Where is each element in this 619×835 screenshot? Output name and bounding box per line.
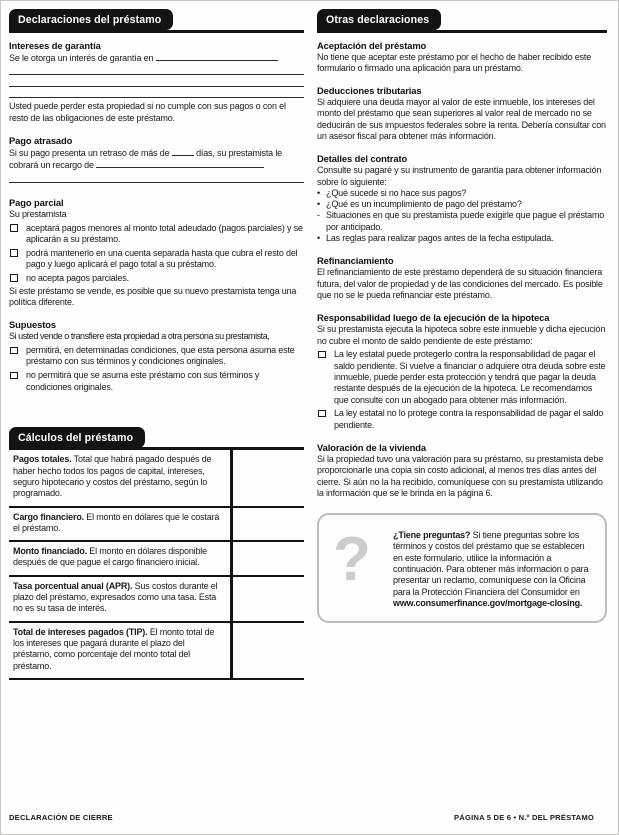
intereses-lead-line bbox=[9, 52, 304, 64]
intereses-lead-text: Se le otorga un interés de garantía en bbox=[9, 52, 154, 63]
section-tab-declaraciones: Declaraciones del préstamo bbox=[9, 9, 173, 30]
checkbox-label: aceptará pagos menores al monto total adeudado (pagos parciales) y se aplicarán a su préstamo. bbox=[26, 222, 303, 245]
checkbox-item bbox=[9, 370, 304, 393]
heading-pago-atrasado: Pago atrasado bbox=[9, 134, 73, 146]
blank-field[interactable] bbox=[96, 159, 264, 168]
row-label: Tasa porcentual anual (APR). bbox=[13, 580, 133, 591]
checkbox[interactable] bbox=[10, 249, 18, 257]
bullet-icon: - bbox=[317, 210, 320, 221]
pago-parcial-note: Si este préstamo se vende, es posible que su nuevo prestamista tenga una política diferente. bbox=[9, 285, 297, 308]
refinanciamiento-body: El refinanciamiento de este préstamo dependerá de su situación financiera futura, del valor de propiedad y de las condiciones del mercado. Es posible que no se le pueda refinanciar este préstamo. bbox=[317, 267, 603, 300]
row-desc: El monto en dólares que le costará el préstamo. bbox=[13, 511, 220, 533]
row-label: Cargo financiero. bbox=[13, 511, 84, 522]
blank-lines-group bbox=[9, 64, 304, 99]
row-label: Total de intereses pagados (TIP). bbox=[13, 626, 148, 637]
row-desc: El monto en dólares disponible después de que pague el cargo financiero inicial. bbox=[13, 546, 207, 568]
row-desc: Total que habrá pagado después de haber hecho todos los pagos de capital, intereses, seguro hipotecario y costos del préstamo, según lo programado. bbox=[13, 454, 212, 499]
bullet-icon: • bbox=[317, 233, 320, 244]
heading-supuestos: Supuestos bbox=[9, 319, 57, 331]
heading-pago-parcial: Pago parcial bbox=[9, 196, 64, 208]
question-mark-icon: ? bbox=[333, 525, 371, 595]
deducciones-body: Si adquiere una deuda mayor al valor de este inmueble, los intereses del monto del préstamo que sean superiores al valor real de mercado no se deducirán de sus impuestos federales sobre la renta. Debería consultar con un asesor fiscal para obtener más información. bbox=[317, 97, 606, 141]
table-value-cell[interactable] bbox=[231, 450, 304, 505]
section-tab-calculos: Cálculos del préstamo bbox=[9, 427, 145, 448]
list-item-text: Situaciones en que su prestamista puede exigirle que pague el préstamo por anticipado. bbox=[326, 210, 605, 232]
heading-deducciones: Deducciones tributarias bbox=[317, 85, 422, 97]
checkbox[interactable] bbox=[10, 224, 18, 232]
checkbox[interactable] bbox=[318, 410, 326, 418]
checkbox[interactable] bbox=[10, 274, 18, 282]
bullet-icon: • bbox=[317, 187, 320, 198]
list-item bbox=[317, 188, 607, 199]
table-label-cell bbox=[9, 623, 231, 678]
pago-atrasado-part1: Si su pago presenta un retraso de más de bbox=[9, 147, 170, 158]
list-item-text: ¿Qué sucede si no hace sus pagos? bbox=[326, 187, 467, 198]
list-item bbox=[317, 233, 607, 244]
other-disclosures-column bbox=[317, 9, 607, 813]
valoracion-body: Si la propiedad tuvo una valoración para su préstamo, su prestamista debe proporcionarle una copia sin costo adicional, al menos tres días antes del cierre. Si aún no la ha recibido, comuníquese con su prestamista utilizando la información que se le brinda en la página 6. bbox=[317, 453, 604, 498]
checkbox-item bbox=[9, 248, 304, 271]
blank-field[interactable] bbox=[9, 64, 304, 76]
checkbox-item bbox=[9, 223, 304, 246]
checkbox-item bbox=[9, 345, 304, 368]
section-header-calculos bbox=[9, 427, 304, 451]
two-column-layout bbox=[9, 9, 610, 813]
table-value-cell[interactable] bbox=[231, 623, 304, 678]
list-item bbox=[317, 210, 607, 233]
questions-callout-box bbox=[317, 513, 607, 623]
checkbox-item bbox=[317, 408, 607, 431]
table-row bbox=[9, 450, 304, 507]
questions-lead: ¿Tiene preguntas? bbox=[393, 530, 471, 541]
detalles-body: Consulte su pagaré y su instrumento de garantía para obtener información sobre lo siguiente: bbox=[317, 165, 602, 187]
heading-detalles: Detalles del contrato bbox=[317, 153, 408, 165]
footer-page-number: PÁGINA 5 DE 6 • N.º DEL PRÉSTAMO bbox=[454, 813, 594, 822]
pago-atrasado-text bbox=[9, 147, 304, 172]
section-header-otras bbox=[317, 9, 607, 33]
property-loss-warning: Usted puede perder esta propiedad si no cumple con sus pagos o con el resto de las obligaciones de este préstamo. bbox=[9, 101, 286, 123]
blank-field[interactable] bbox=[172, 147, 194, 156]
checkbox-label: La ley estatal puede protegerlo contra la responsabilidad de pagar el saldo pendiente. Si vuelve a financiar o adquiere otra deuda sobre este inmueble, puede perder esta protección y tendrá que pagar la deuda restante después de la ejecución de la hipoteca. Le recomendamos que consulte con un abogado para obtener más información. bbox=[334, 349, 606, 405]
checkbox-label: La ley estatal no lo protege contra la responsabilidad de pagar el saldo pendiente. bbox=[334, 408, 604, 430]
row-desc: El monto total de los intereses que pagará durante el plazo del préstamo, como porcentaje del monto total del préstamo. bbox=[13, 626, 215, 671]
table-value-cell[interactable] bbox=[231, 508, 304, 541]
heading-valoracion: Valoración de la vivienda bbox=[317, 441, 427, 453]
heading-refinanciamiento: Refinanciamiento bbox=[317, 255, 394, 267]
pago-atrasado-part2: días, su prestamista le cobrará un recargo de bbox=[9, 147, 282, 171]
loan-calculations-table bbox=[9, 450, 304, 679]
supuestos-lead: Si usted vende o transfiere esta propiedad a otra persona su prestamista, bbox=[9, 331, 270, 342]
table-label-cell bbox=[9, 508, 231, 541]
footer-document-title: DECLARACIÓN DE CIERRE bbox=[9, 813, 113, 822]
section-header-declaraciones bbox=[9, 9, 304, 33]
page-footer bbox=[9, 813, 610, 824]
heading-intereses-garantia: Intereses de garantía bbox=[9, 39, 101, 51]
list-item bbox=[317, 199, 607, 210]
checkbox[interactable] bbox=[10, 347, 18, 355]
checkbox-item bbox=[317, 349, 607, 405]
blank-field[interactable] bbox=[156, 52, 278, 61]
row-desc: Sus costos durante el plazo del préstamo, expresados como una tasa. Esta no es su tasa de interés. bbox=[13, 580, 218, 614]
table-label-cell bbox=[9, 450, 231, 505]
responsabilidad-lead: Si su prestamista ejecuta la hipoteca sobre este inmueble y dicha ejecución no cubre el monto de saldo pendiente de este préstamo: bbox=[317, 324, 606, 346]
checkbox-label: no permitirá que se asuma este préstamo con sus términos y condiciones originales. bbox=[26, 370, 260, 392]
checkbox[interactable] bbox=[10, 372, 18, 380]
checkbox[interactable] bbox=[318, 351, 326, 359]
cfpb-url-link[interactable]: www.consumerfinance.gov/mortgage-closing. bbox=[393, 597, 583, 608]
checkbox-label: podrá mantenerlo en una cuenta separada hasta que cubra el resto del pago y luego aplicará el pago total a su préstamo. bbox=[26, 247, 298, 270]
checkbox-label: no acepta pagos parciales. bbox=[26, 272, 129, 283]
table-row bbox=[9, 577, 304, 623]
list-item-text: Las reglas para realizar pagos antes de la fecha estipulada. bbox=[326, 233, 554, 244]
table-row bbox=[9, 508, 304, 543]
table-label-cell bbox=[9, 577, 231, 621]
blank-field[interactable] bbox=[9, 75, 304, 87]
heading-aceptacion: Aceptación del préstamo bbox=[317, 39, 427, 51]
blank-field[interactable] bbox=[9, 87, 304, 99]
table-row bbox=[9, 623, 304, 678]
pago-parcial-lead: Su prestamista bbox=[9, 208, 67, 219]
questions-text bbox=[385, 528, 595, 609]
section-tab-otras: Otras declaraciones bbox=[317, 9, 441, 30]
bullet-icon: • bbox=[317, 199, 320, 210]
table-value-cell[interactable] bbox=[231, 577, 304, 621]
row-label: Monto financiado. bbox=[13, 546, 87, 557]
aceptacion-body: No tiene que aceptar este préstamo por el hecho de haber recibido este formulario o firmado una aplicación para un préstamo. bbox=[317, 51, 592, 73]
table-label-cell bbox=[9, 542, 231, 575]
blank-lines-group bbox=[9, 171, 304, 183]
table-row bbox=[9, 542, 304, 577]
questions-body: Si tiene preguntas sobre los términos y costos del préstamo que se establecen en este formulario, utilice la información a continuación. Para obtener más información o para presentar un reclamo, comuníquese con la Oficina para la Protección Financiera del Consumidor en bbox=[393, 530, 589, 597]
checkbox-label: permitirá, en determinadas condiciones, que esta persona asuma este préstamo con sus términos y condiciones originales. bbox=[26, 345, 295, 367]
row-label: Pagos totales. bbox=[13, 454, 72, 465]
table-value-cell[interactable] bbox=[231, 542, 304, 575]
loan-disclosures-column bbox=[9, 9, 304, 813]
heading-responsabilidad: Responsabilidad luego de la ejecución de la hipoteca bbox=[317, 312, 550, 324]
list-item-text: ¿Qué es un incumplimiento de pago del préstamo? bbox=[326, 199, 522, 210]
checkbox-item bbox=[9, 273, 304, 284]
blank-field[interactable] bbox=[9, 171, 304, 183]
